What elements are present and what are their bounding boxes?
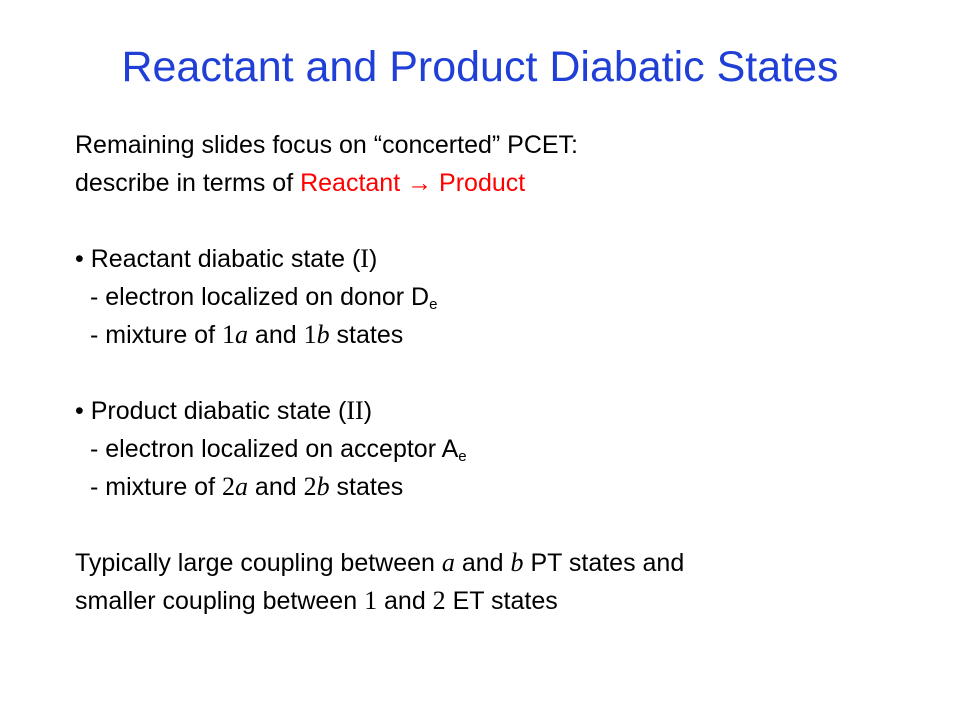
reactant-item-2-and: and	[247, 321, 304, 349]
reactant-bullet	[75, 240, 935, 278]
conclusion-2b: and	[377, 587, 433, 615]
product-item-2-prefix: - mixture of	[90, 473, 222, 501]
spacer	[75, 202, 935, 240]
slide-body	[75, 126, 935, 620]
slide-title: Reactant and Product Diabatic States	[121, 43, 839, 91]
product-state-2a-num: 2	[221, 472, 235, 501]
product-state-2b-num: 2	[303, 472, 317, 501]
spacer	[75, 506, 935, 544]
spacer	[75, 354, 935, 392]
product-bullet	[75, 392, 935, 430]
product-item-1	[75, 430, 935, 468]
conclusion-symbol-1: 1	[364, 586, 378, 615]
conclusion-1b: and	[454, 549, 511, 577]
intro-line-2-prefix: describe in terms of	[75, 169, 301, 197]
intro-line-1	[75, 126, 935, 164]
reactant-close: )	[368, 245, 378, 273]
intro-line-2	[75, 164, 935, 202]
conclusion-line-2	[75, 582, 935, 620]
reactant-roman: I	[360, 244, 369, 273]
reactant-item-1-text: - electron localized on donor D	[90, 283, 430, 311]
product-roman: II	[346, 396, 364, 425]
reactant-bullet-text: • Reactant diabatic state (	[75, 245, 361, 273]
conclusion-symbol-b: b	[510, 548, 524, 577]
conclusion-2c: ET states	[445, 587, 558, 615]
reactant-item-2-prefix: - mixture of	[90, 321, 222, 349]
reactant-item-1-sub: e	[429, 296, 438, 313]
product-close: )	[363, 397, 373, 425]
product-bullet-text: • Product diabatic state (	[75, 397, 347, 425]
product-state-2a-letter: a	[234, 472, 248, 501]
reactant-state-1a-num: 1	[221, 320, 235, 349]
conclusion-line-1	[75, 544, 935, 582]
conclusion-symbol-a: a	[441, 548, 455, 577]
product-item-1-text: - electron localized on acceptor A	[90, 435, 459, 463]
conclusion-1c: PT states and	[523, 549, 685, 577]
reactant-item-2-suffix: states	[329, 321, 404, 349]
conclusion-symbol-2: 2	[432, 586, 446, 615]
product-item-2-suffix: states	[329, 473, 404, 501]
product-state-2b-letter: b	[316, 472, 330, 501]
reactant-product-highlight: Reactant → Product	[300, 169, 526, 197]
product-item-2-and: and	[247, 473, 304, 501]
conclusion-2a: smaller coupling between	[75, 587, 365, 615]
conclusion-1a: Typically large coupling between	[75, 549, 442, 577]
product-item-1-sub: e	[458, 448, 467, 465]
intro-line-1-text: Remaining slides focus on “concerted” PCET:	[75, 131, 579, 159]
product-item-2	[75, 468, 935, 506]
reactant-state-1b-num: 1	[303, 320, 317, 349]
reactant-item-2	[75, 316, 935, 354]
reactant-state-1a-letter: a	[234, 320, 248, 349]
reactant-state-1b-letter: b	[316, 320, 330, 349]
reactant-item-1	[75, 278, 935, 316]
